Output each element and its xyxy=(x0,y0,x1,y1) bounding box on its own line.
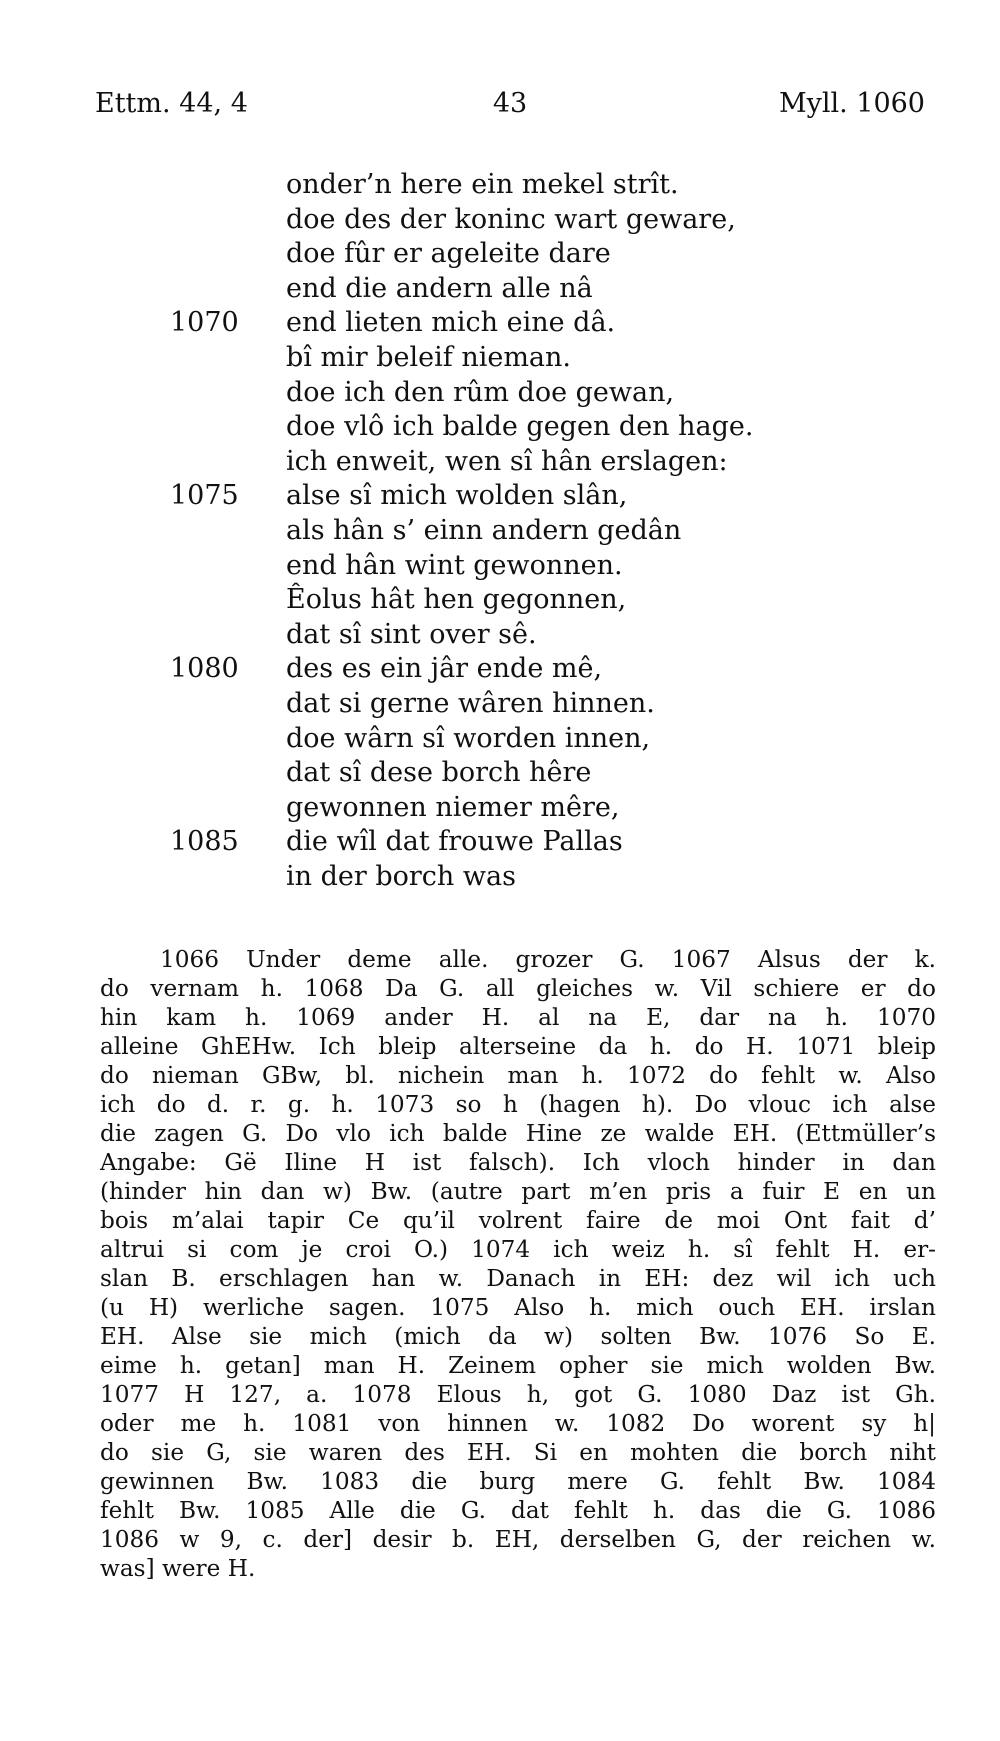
verse-line xyxy=(170,549,890,584)
verse-number: 1080 xyxy=(170,653,239,685)
apparatus-line: alleine GhEHw. Ich bleip alterseine da h. do H. 1071 bleip xyxy=(100,1033,936,1060)
apparatus-line: die zagen G. Do vlo ich balde Hine ze walde EH. (Ettmüller’s xyxy=(100,1120,936,1147)
verse-text-line: end lieten mich eine dâ. xyxy=(286,307,616,339)
verse-line xyxy=(170,860,890,895)
apparatus-line: slan B. erschlagen han w. Danach in EH: dez wil ich uch xyxy=(100,1265,936,1292)
verse-line xyxy=(170,618,890,653)
verse-line xyxy=(170,583,890,618)
verse-text-line: dat si gerne wâren hinnen. xyxy=(286,687,655,719)
apparatus-line: altrui si com je croi O.) 1074 ich weiz h. sî fehlt H. er- xyxy=(100,1236,936,1263)
verse-line xyxy=(170,168,890,203)
apparatus-line: fehlt Bw. 1085 Alle die G. dat fehlt h. das die G. 1086 xyxy=(100,1497,936,1524)
verse-line xyxy=(170,306,890,341)
apparatus-line: do sie G, sie waren des EH. Si en mohten die borch niht xyxy=(100,1439,936,1466)
apparatus-line: eime h. getan] man H. Zeinem opher sie mich wolden Bw. xyxy=(100,1352,936,1379)
verse-line xyxy=(170,237,890,272)
verse-text-line: die wîl dat frouwe Pallas xyxy=(286,826,623,858)
verse-text-line: doe wârn sî worden innen, xyxy=(286,722,651,754)
apparatus-line: ich do d. r. g. h. 1073 so h (hagen h). Do vlouc ich alse xyxy=(100,1091,936,1118)
verse-line xyxy=(170,756,890,791)
verse-line xyxy=(170,410,890,445)
verse-line xyxy=(170,341,890,376)
verse-number: 1075 xyxy=(170,480,239,512)
apparatus-line: 1077 H 127, a. 1078 Elous h, got G. 1080 Daz ist Gh. xyxy=(100,1381,936,1408)
apparatus-line: gewinnen Bw. 1083 die burg mere G. fehlt Bw. 1084 xyxy=(100,1468,936,1495)
apparatus-line: oder me h. 1081 von hinnen w. 1082 Do worent sy h| xyxy=(100,1410,936,1437)
verse-line xyxy=(170,722,890,757)
verse-text-line: doe fûr er ageleite dare xyxy=(286,238,611,270)
apparatus-line: 1066 Under deme alle. grozer G. 1067 Alsus der k. xyxy=(160,946,936,973)
verse-line xyxy=(170,376,890,411)
verse-text-line: alse sî mich wolden slân, xyxy=(286,480,628,512)
verse-text-line: doe vlô ich balde gegen den hage. xyxy=(286,411,754,443)
verse-line xyxy=(170,479,890,514)
verse-text xyxy=(170,168,890,894)
header-left-reference: Ettm. 44, 4 xyxy=(95,88,248,119)
verse-text-line: des es ein jâr ende mê, xyxy=(286,653,603,685)
verse-line xyxy=(170,445,890,480)
critical-apparatus xyxy=(100,945,936,1583)
verse-line xyxy=(170,272,890,307)
apparatus-line: do vernam h. 1068 Da G. all gleiches w. Vil schiere er do xyxy=(100,975,936,1002)
apparatus-line: Angabe: Gë Iline H ist falsch). Ich vloch hinder in dan xyxy=(100,1149,936,1176)
apparatus-line: EH. Alse sie mich (mich da w) solten Bw. 1076 So E. xyxy=(100,1323,936,1350)
verse-number: 1085 xyxy=(170,826,239,858)
verse-text-line: bî mir beleif nieman. xyxy=(286,341,571,373)
verse-text-line: dat sî dese borch hêre xyxy=(286,757,592,789)
verse-text-line: dat sî sint over sê. xyxy=(286,618,537,650)
apparatus-line: was] were H. xyxy=(100,1555,256,1582)
verse-text-line: end die andern alle nâ xyxy=(286,272,593,304)
verse-text-line: als hân s’ einn andern gedân xyxy=(286,514,682,546)
verse-text-line: doe ich den rûm doe gewan, xyxy=(286,376,675,408)
running-header xyxy=(95,88,925,132)
apparatus-line: (u H) werliche sagen. 1075 Also h. mich ouch EH. irslan xyxy=(100,1294,936,1321)
verse-line xyxy=(170,652,890,687)
verse-text-line: gewonnen niemer mêre, xyxy=(286,791,620,823)
verse-line xyxy=(170,791,890,826)
verse-text-line: onder’n here ein mekel strît. xyxy=(286,169,679,200)
verse-line xyxy=(170,203,890,238)
page-number: 43 xyxy=(492,88,528,119)
apparatus-line: (hinder hin dan w) Bw. (autre part m’en pris a fuir E en un xyxy=(100,1178,936,1205)
verse-line xyxy=(170,687,890,722)
verse-text-line: Êolus hât hen gegonnen, xyxy=(286,584,627,616)
apparatus-line: bois m’alai tapir Ce qu’il volrent faire de moi Ont fait d’ xyxy=(100,1207,936,1234)
verse-line xyxy=(170,514,890,549)
verse-text-line: ich enweit, wen sî hân erslagen: xyxy=(286,445,728,477)
verse-text-line: end hân wint gewonnen. xyxy=(286,549,623,581)
apparatus-line: 1086 w 9, c. der] desir b. EH, derselben G, der reichen w. xyxy=(100,1526,936,1553)
apparatus-line: hin kam h. 1069 ander H. al na E, dar na h. 1070 xyxy=(100,1004,936,1031)
verse-line xyxy=(170,825,890,860)
header-right-reference: Myll. 1060 xyxy=(778,88,925,119)
verse-text-line: doe des der koninc wart geware, xyxy=(286,203,736,235)
verse-number: 1070 xyxy=(170,307,239,339)
apparatus-line: do nieman GBw, bl. nichein man h. 1072 do fehlt w. Also xyxy=(100,1062,936,1089)
verse-text-line: in der borch was xyxy=(286,860,516,892)
